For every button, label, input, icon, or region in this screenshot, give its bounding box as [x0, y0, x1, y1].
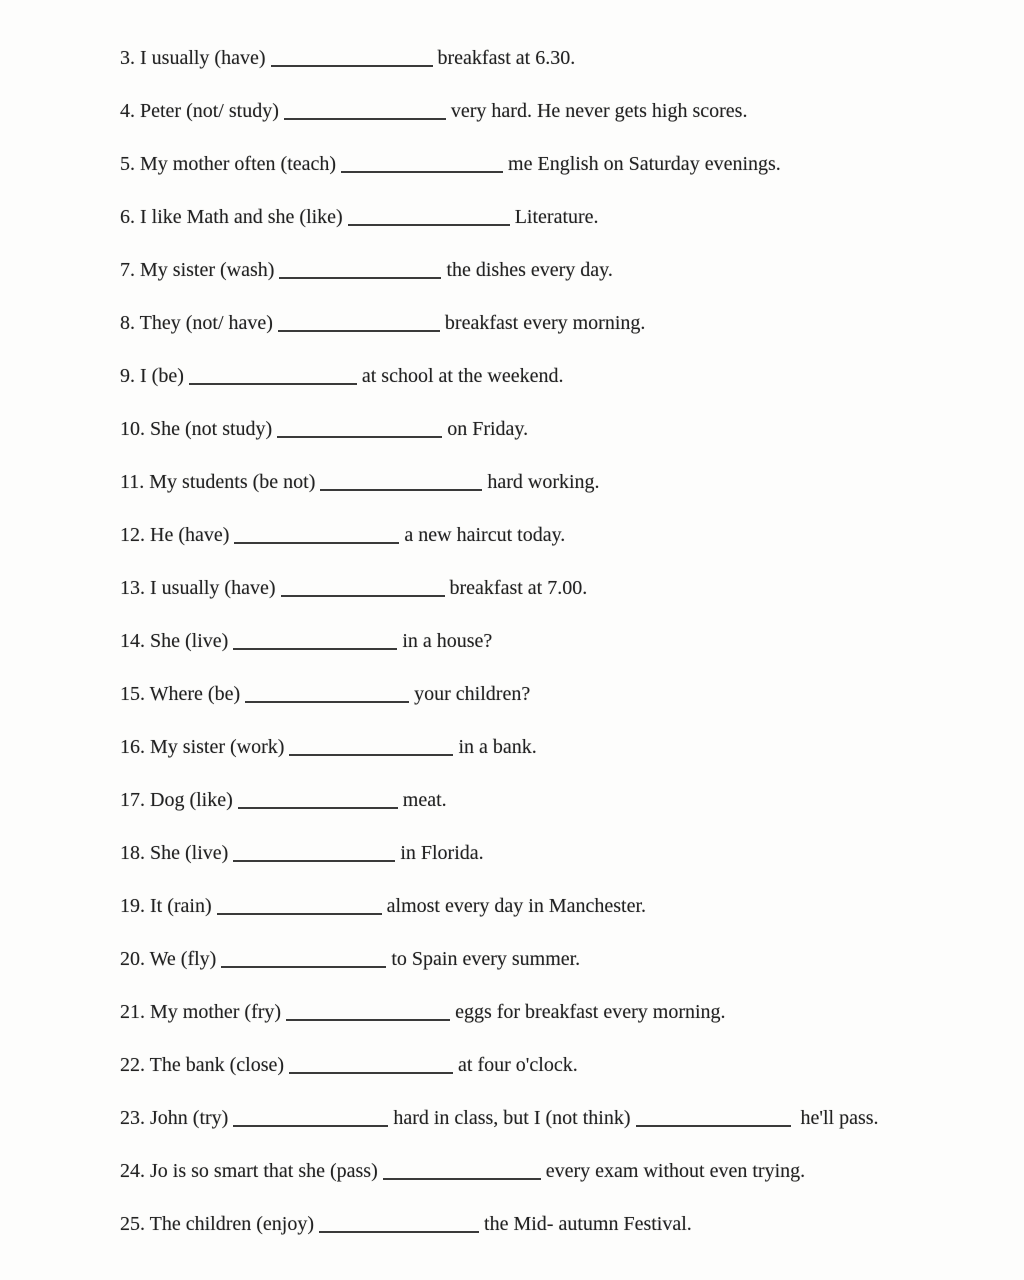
answer-blank — [281, 595, 445, 597]
exercise-item — [120, 417, 984, 441]
item-number: 24. — [120, 1160, 145, 1182]
answer-blank — [289, 1072, 453, 1074]
item-text: in a house? — [397, 630, 493, 652]
answer-blank — [319, 1231, 479, 1233]
item-text: breakfast at 6.30. — [432, 47, 576, 69]
item-text: he'll pass. — [790, 1107, 879, 1129]
item-text: I like Math and she (like) — [135, 206, 348, 228]
item-text: Literature. — [509, 206, 599, 228]
item-number: 10. — [120, 418, 145, 440]
item-text: on Friday. — [442, 418, 529, 440]
exercise-item — [120, 1159, 984, 1183]
answer-blank — [284, 118, 446, 120]
exercise-item — [120, 364, 984, 388]
item-text: I (be) — [135, 365, 189, 387]
item-number: 5. — [120, 153, 135, 175]
exercise-item — [120, 46, 984, 70]
exercise-item — [120, 470, 984, 494]
answer-blank — [234, 542, 399, 544]
item-text: the Mid- autumn Festival. — [479, 1213, 692, 1235]
answer-blank — [636, 1125, 791, 1127]
item-number: 25. — [120, 1213, 145, 1235]
item-text: My sister (work) — [145, 736, 290, 758]
item-number: 11. — [120, 471, 145, 493]
item-text: to Spain every summer. — [386, 948, 581, 970]
item-text: It (rain) — [145, 895, 217, 917]
answer-blank — [279, 277, 441, 279]
item-text: eggs for breakfast every morning. — [450, 1001, 726, 1023]
exercise-item — [120, 947, 984, 971]
item-number: 12. — [120, 524, 145, 546]
item-text: hard in class, but I (not think) — [388, 1107, 636, 1129]
item-text: The children (enjoy) — [145, 1213, 320, 1235]
item-text: very hard. He never gets high scores. — [445, 100, 748, 122]
item-text: your children? — [409, 683, 531, 705]
item-number: 19. — [120, 895, 145, 917]
item-text: I usually (have) — [145, 577, 281, 599]
item-text: He (have) — [145, 524, 235, 546]
item-number: 20. — [120, 948, 145, 970]
item-text: I usually (have) — [135, 47, 271, 69]
exercise-item — [120, 205, 984, 229]
item-text: Jo is so smart that she (pass) — [145, 1160, 383, 1182]
answer-blank — [383, 1178, 541, 1180]
item-text: She (live) — [145, 630, 234, 652]
answer-blank — [278, 330, 440, 332]
exercise-item — [120, 735, 984, 759]
answer-blank — [233, 860, 395, 862]
item-number: 7. — [120, 259, 135, 281]
answer-blank — [320, 489, 482, 491]
item-text: every exam without even trying. — [540, 1160, 806, 1182]
item-number: 3. — [120, 47, 135, 69]
answer-blank — [221, 966, 386, 968]
item-text: hard working. — [482, 471, 600, 493]
item-number: 6. — [120, 206, 135, 228]
answer-blank — [189, 383, 357, 385]
exercise-item — [120, 311, 984, 335]
item-number: 8. — [120, 312, 135, 334]
item-text: the dishes every day. — [441, 259, 613, 281]
exercise-item — [120, 1000, 984, 1024]
exercise-item — [120, 576, 984, 600]
exercise-item — [120, 1212, 984, 1236]
item-number: 21. — [120, 1001, 145, 1023]
answer-blank — [245, 701, 409, 703]
exercise-item — [120, 682, 984, 706]
item-text: almost every day in Manchester. — [381, 895, 647, 917]
answer-blank — [348, 224, 510, 226]
item-text: Dog (like) — [145, 789, 238, 811]
item-number: 22. — [120, 1054, 145, 1076]
item-text: My mother often (teach) — [135, 153, 342, 175]
answer-blank — [217, 913, 382, 915]
item-text: We (fly) — [145, 948, 222, 970]
item-number: 14. — [120, 630, 145, 652]
exercise-item — [120, 788, 984, 812]
exercise-item — [120, 629, 984, 653]
exercise-item — [120, 894, 984, 918]
item-text: They (not/ have) — [135, 312, 278, 334]
item-text: breakfast at 7.00. — [444, 577, 588, 599]
item-number: 16. — [120, 736, 145, 758]
item-number: 13. — [120, 577, 145, 599]
item-number: 23. — [120, 1107, 145, 1129]
item-text: The bank (close) — [145, 1054, 290, 1076]
exercise-item — [120, 152, 984, 176]
item-number: 18. — [120, 842, 145, 864]
exercise-item — [120, 1106, 984, 1130]
item-text: My mother (fry) — [145, 1001, 287, 1023]
item-text: My students (be not) — [144, 471, 321, 493]
exercise-item — [120, 523, 984, 547]
item-text: me English on Saturday evenings. — [503, 153, 781, 175]
item-text: John (try) — [145, 1107, 234, 1129]
answer-blank — [341, 171, 503, 173]
item-text: in a bank. — [453, 736, 537, 758]
item-text: My sister (wash) — [135, 259, 280, 281]
answer-blank — [277, 436, 442, 438]
item-text: at four o'clock. — [453, 1054, 578, 1076]
item-number: 9. — [120, 365, 135, 387]
item-number: 15. — [120, 683, 145, 705]
item-text: at school at the weekend. — [356, 365, 564, 387]
exercise-item — [120, 841, 984, 865]
item-number: 4. — [120, 100, 135, 122]
item-text: Where (be) — [145, 683, 246, 705]
exercise-item — [120, 1053, 984, 1077]
item-number: 17. — [120, 789, 145, 811]
answer-blank — [271, 65, 433, 67]
answer-blank — [238, 807, 398, 809]
item-text: She (not study) — [145, 418, 278, 440]
answer-blank — [286, 1019, 450, 1021]
item-text: She (live) — [145, 842, 234, 864]
item-text: in Florida. — [395, 842, 484, 864]
answer-blank — [289, 754, 453, 756]
exercise-item — [120, 258, 984, 282]
item-text: Peter (not/ study) — [135, 100, 284, 122]
answer-blank — [233, 648, 397, 650]
item-text: a new haircut today. — [399, 524, 566, 546]
item-text: meat. — [397, 789, 447, 811]
item-text: breakfast every morning. — [439, 312, 646, 334]
exercise-item — [120, 99, 984, 123]
answer-blank — [233, 1125, 388, 1127]
